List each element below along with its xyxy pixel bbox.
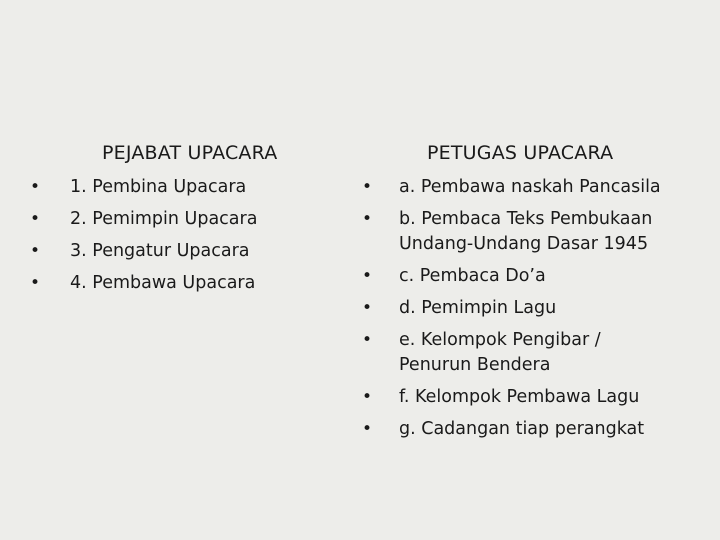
list-item-text: 1. Pembina Upacara: [70, 177, 247, 197]
pejabat-upacara-heading: PEJABAT UPACARA: [102, 142, 278, 164]
list-item-text: 2. Pemimpin Upacara: [70, 209, 258, 229]
list-item-text: g. Cadangan tiap perangkat: [399, 419, 645, 439]
list-item-text: [399, 325, 661, 380]
list-item-line: Undang-Undang Dasar 1945: [399, 234, 649, 254]
bullet-icon: •: [362, 387, 373, 407]
list-item: [362, 414, 661, 444]
list-item: [30, 268, 257, 298]
list-item-text: d. Pemimpin Lagu: [399, 298, 557, 318]
bullet-icon: •: [30, 273, 41, 293]
petugas-upacara-heading: PETUGAS UPACARA: [427, 142, 614, 164]
list-item-text: 4. Pembawa Upacara: [70, 273, 256, 293]
list-item-line: b. Pembaca Teks Pembukaan: [399, 209, 653, 229]
list-item-line: Penurun Bendera: [399, 355, 551, 375]
list-item-text: 3. Pengatur Upacara: [70, 241, 250, 261]
list-item: [362, 382, 661, 412]
list-item-text: f. Kelompok Pembawa Lagu: [399, 387, 640, 407]
list-item-line: e. Kelompok Pengibar /: [399, 330, 601, 350]
bullet-icon: •: [362, 177, 373, 197]
bullet-icon: •: [362, 298, 373, 318]
bullet-icon: •: [30, 209, 41, 229]
bullet-icon: •: [362, 419, 373, 439]
list-item: [30, 172, 257, 202]
bullet-icon: •: [30, 177, 41, 197]
list-item: [362, 261, 661, 291]
list-item-text: a. Pembawa naskah Pancasila: [399, 177, 661, 197]
list-item: [362, 325, 661, 380]
list-item: [362, 172, 661, 202]
list-item-text: [399, 204, 661, 259]
list-item: [362, 293, 661, 323]
bullet-icon: •: [30, 241, 41, 261]
list-item: [362, 204, 661, 259]
list-item: [30, 204, 257, 234]
list-item: [30, 236, 257, 266]
petugas-list: [362, 172, 661, 446]
bullet-icon: •: [362, 266, 373, 286]
pejabat-list: [30, 172, 257, 300]
bullet-icon: •: [362, 330, 373, 350]
bullet-icon: •: [362, 209, 373, 229]
list-item-text: c. Pembaca Do’a: [399, 266, 546, 286]
